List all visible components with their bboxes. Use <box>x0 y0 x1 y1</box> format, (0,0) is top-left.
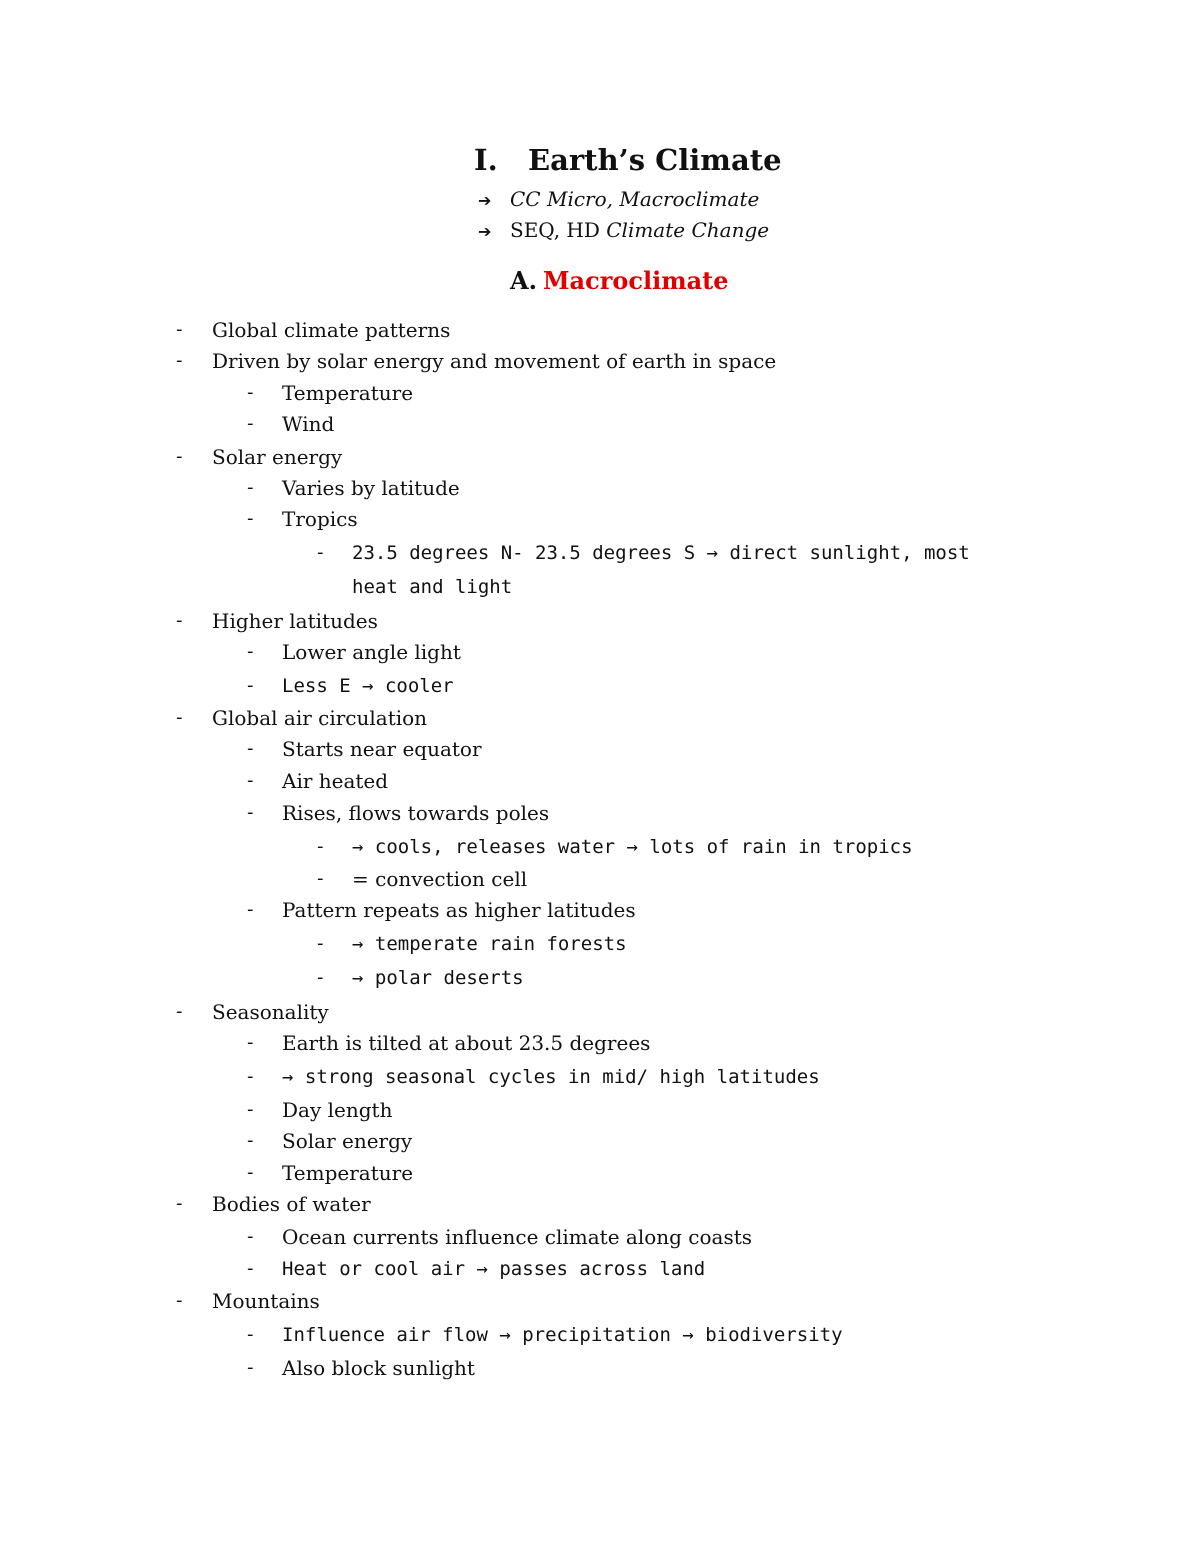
arrow-item-prefix: SEQ, HD <box>510 218 607 242</box>
list-item: Ocean currents influence climate along coasts <box>282 1225 753 1249</box>
list-item: Higher latitudes <box>212 609 378 633</box>
list-item: Seasonality <box>212 1000 329 1024</box>
list-item: Rises, flows towards poles <box>282 801 550 825</box>
list-item: → strong seasonal cycles in mid/ high latitudes <box>282 1066 820 1088</box>
bullet-dash: - <box>247 675 254 696</box>
list-item: Bodies of water <box>212 1192 371 1216</box>
list-item: = convection cell <box>352 867 528 891</box>
bullet-dash: - <box>176 1290 183 1311</box>
page-title <box>474 140 782 180</box>
bullet-dash: - <box>247 477 254 498</box>
bullet-dash: - <box>247 1162 254 1183</box>
bullet-dash: - <box>317 933 324 954</box>
list-item: Driven by solar energy and movement of earth in space <box>212 349 777 373</box>
bullet-dash: - <box>317 836 324 857</box>
list-item: Influence air flow → precipitation → biodiversity <box>282 1324 843 1346</box>
list-item-continuation: heat and light <box>352 576 513 598</box>
list-item: Tropics <box>282 507 358 531</box>
list-item: Starts near equator <box>282 737 482 761</box>
list-item: → polar deserts <box>352 967 524 989</box>
bullet-dash: - <box>247 413 254 434</box>
bullet-dash: - <box>247 508 254 529</box>
bullet-dash: - <box>317 967 324 988</box>
arrow-item <box>478 184 759 216</box>
list-item: Lower angle light <box>282 640 461 664</box>
bullet-dash: - <box>247 1258 254 1279</box>
arrow-item-text: Climate Change <box>606 218 770 242</box>
list-item: Solar energy <box>282 1129 413 1153</box>
bullet-dash: - <box>176 610 183 631</box>
arrow-item <box>478 215 769 247</box>
arrow-icon: ➔ <box>478 191 492 210</box>
bullet-dash: - <box>317 868 324 889</box>
bullet-dash: - <box>176 1001 183 1022</box>
bullet-dash: - <box>247 738 254 759</box>
bullet-dash: - <box>247 1357 254 1378</box>
bullet-dash: - <box>176 1193 183 1214</box>
bullet-dash: - <box>247 1099 254 1120</box>
arrow-item-text: CC Micro, Macroclimate <box>510 187 760 211</box>
bullet-dash: - <box>247 1130 254 1151</box>
list-item: Earth is tilted at about 23.5 degrees <box>282 1031 651 1055</box>
list-item: Less E → cooler <box>282 675 454 697</box>
list-item: Global air circulation <box>212 706 428 730</box>
list-item: Day length <box>282 1098 393 1122</box>
list-item: Air heated <box>282 769 389 793</box>
section-heading <box>510 264 729 298</box>
bullet-dash: - <box>247 899 254 920</box>
list-item: Varies by latitude <box>282 476 460 500</box>
list-item: → cools, releases water → lots of rain in tropics <box>352 836 913 858</box>
list-item: Temperature <box>282 381 414 405</box>
bullet-dash: - <box>176 707 183 728</box>
title-text: Earth’s Climate <box>528 143 782 177</box>
list-item: Also block sunlight <box>282 1356 475 1380</box>
bullet-dash: - <box>176 319 183 340</box>
list-item: Heat or cool air → passes across land <box>282 1258 706 1280</box>
section-letter: A. <box>510 266 537 295</box>
bullet-dash: - <box>247 802 254 823</box>
list-item: Solar energy <box>212 445 343 469</box>
list-item: Wind <box>282 412 335 436</box>
list-item: Pattern repeats as higher latitudes <box>282 898 636 922</box>
bullet-dash: - <box>247 1032 254 1053</box>
arrow-icon: ➔ <box>478 222 492 241</box>
bullet-dash: - <box>247 770 254 791</box>
bullet-dash: - <box>317 542 324 563</box>
list-item: Mountains <box>212 1289 320 1313</box>
bullet-dash: - <box>176 350 183 371</box>
bullet-dash: - <box>176 446 183 467</box>
list-item: Temperature <box>282 1161 414 1185</box>
bullet-dash: - <box>247 1324 254 1345</box>
title-number: I. <box>474 143 498 177</box>
list-item: 23.5 degrees N- 23.5 degrees S → direct sunlight, most <box>352 542 970 564</box>
list-item: Global climate patterns <box>212 318 451 342</box>
list-item: → temperate rain forests <box>352 933 627 955</box>
bullet-dash: - <box>247 382 254 403</box>
bullet-dash: - <box>247 1226 254 1247</box>
section-title: Macroclimate <box>542 266 729 295</box>
bullet-dash: - <box>247 641 254 662</box>
bullet-dash: - <box>247 1066 254 1087</box>
